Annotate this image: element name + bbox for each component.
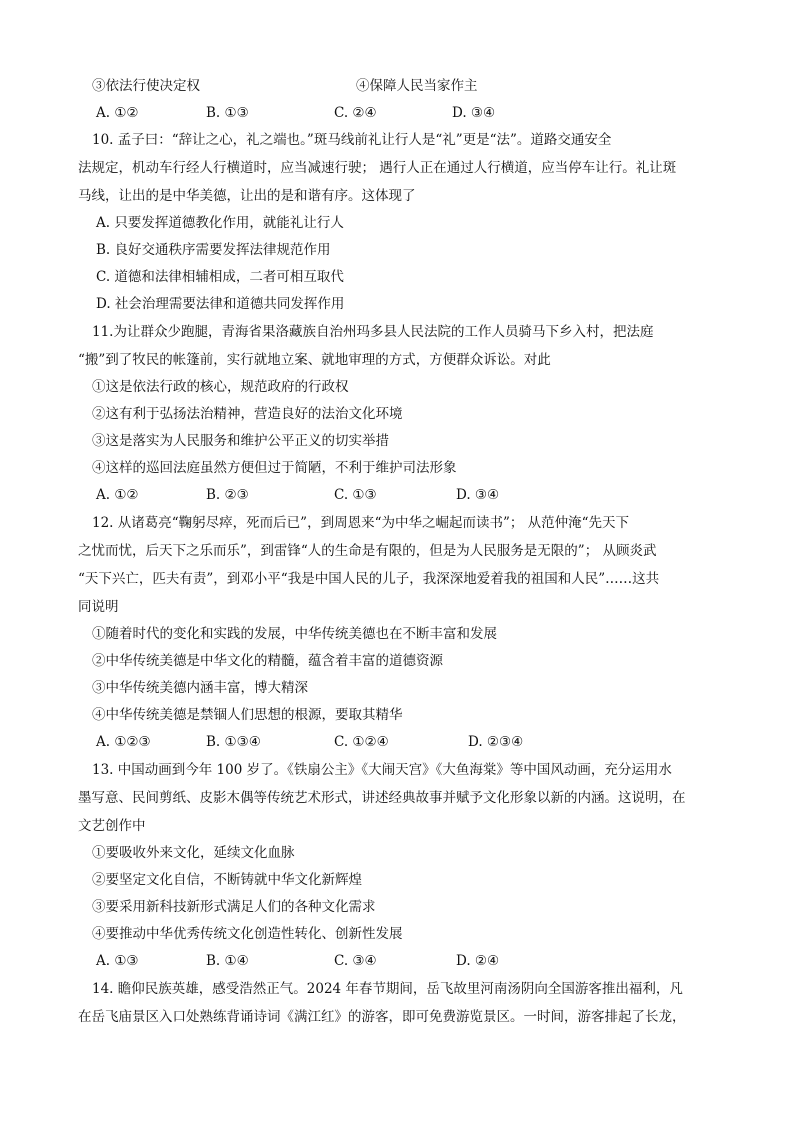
q13-answer-b: B. ①④: [206, 953, 249, 969]
q11-stem-line-2: “搬”到了牧民的帐篷前，实行就地立案、就地审理的方式，方便群众诉讼。对此: [78, 352, 551, 368]
q12-answer-b: B. ①③④: [206, 734, 261, 750]
q13-stem-line-3: 文艺创作中: [78, 818, 146, 834]
q11-statement-1: ①这是依法行政的核心，规范政府的行政权: [92, 379, 349, 395]
answer-option-c: C. ②④: [334, 105, 377, 121]
q10-option-b: B. 良好交通秩序需要发挥法律规范作用: [96, 242, 331, 258]
q12-statement-4: ④中华传统美德是禁锢人们思想的根源，要取其精华: [92, 707, 403, 723]
q12-answer-a: A. ①②③: [96, 734, 151, 750]
q14-stem-line-2: 在岳飞庙景区入口处熟练背诵诗词《满江红》的游客，即可免费游览景区。一时间，游客排起了长龙，: [78, 1009, 686, 1025]
q11-statement-2: ②这有利于弘扬法治精神，营造良好的法治文化环境: [92, 406, 403, 422]
q12-statement-2: ②中华传统美德是中华文化的精髓，蕴含着丰富的道德资源: [92, 653, 443, 669]
q12-answer-d: D. ②③④: [468, 734, 524, 750]
q14-stem-line-1: 14. 瞻仰民族英雄，感受浩然正气。2024 年春节期间，岳飞故里河南汤阴向全国游客推出福利，凡: [92, 981, 683, 997]
q10-option-a: A. 只要发挥道德教化作用，就能礼让行人: [96, 215, 344, 231]
q11-statement-4: ④这样的巡回法庭虽然方便但过于简陋，不利于维护司法形象: [92, 460, 457, 476]
q12-statement-3: ③中华传统美德内涵丰富，博大精深: [92, 680, 308, 696]
q13-answer-c: C. ③④: [334, 953, 377, 969]
q10-stem-line-1: 10. 孟子曰：“辞让之心，礼之端也。”斑马线前礼让行人是“礼”更是“法”。道路交通安全: [92, 132, 612, 148]
q10-option-c: C. 道德和法律相辅相成，二者可相互取代: [96, 269, 344, 285]
q11-answer-b: B. ②③: [206, 487, 249, 503]
statement-4: ④保障人民当家作主: [356, 78, 478, 94]
q13-statement-4: ④要推动中华优秀传统文化创造性转化、创新性发展: [92, 926, 403, 942]
q13-answer-a: A. ①③: [96, 953, 139, 969]
q11-answer-d: D. ③④: [456, 487, 500, 503]
q13-stem-line-1: 13. 中国动画到今年 100 岁了。《铁扇公主》《大闹天宫》《大鱼海棠》等中国风动画，充分运用水: [92, 762, 672, 778]
q10-stem-line-3: 马线，让出的是中华美德，让出的是和谐有序。这体现了: [78, 188, 416, 204]
q11-answer-a: A. ①②: [96, 487, 139, 503]
q11-stem-line-1: 11.为让群众少跑腿，青海省果洛藏族自治州玛多县人民法院的工作人员骑马下乡入村，把法庭: [92, 324, 654, 340]
q12-stem-line-4: 同说明: [78, 599, 119, 615]
q12-stem-line-1: 12. 从诸葛亮“鞠躬尽瘁，死而后已”，到周恩来“为中华之崛起而读书”； 从范仲淹“先天下: [92, 515, 630, 531]
q12-answer-c: C. ①②④: [334, 734, 389, 750]
q13-statement-3: ③要采用新科技新形式满足人们的各种文化需求: [92, 899, 376, 915]
q11-answer-c: C. ①③: [334, 487, 377, 503]
q13-statement-1: ①要吸收外来文化，延续文化血脉: [92, 845, 295, 861]
answer-option-d: D. ③④: [452, 105, 496, 121]
q11-statement-3: ③这是落实为人民服务和维护公平正义的切实举措: [92, 433, 389, 449]
q10-option-d: D. 社会治理需要法律和道德共同发挥作用: [96, 296, 345, 312]
answer-option-a: A. ①②: [96, 105, 139, 121]
q10-stem-line-2: 法规定，机动车行经人行横道时，应当减速行驶； 遇行人正在通过人行横道，应当停车让行。礼让斑: [78, 160, 677, 176]
q12-statement-1: ①随着时代的变化和实践的发展，中华传统美德也在不断丰富和发展: [92, 626, 497, 642]
q13-statement-2: ②要坚定文化自信，不断铸就中华文化新辉煌: [92, 872, 362, 888]
q13-stem-line-2: 墨写意、民间剪纸、皮影木偶等传统艺术形式，讲述经典故事并赋予文化形象以新的内涵。这说明，在: [78, 790, 686, 806]
q12-stem-line-2: 之忧而忧，后天下之乐而乐”，到雷锋“人的生命是有限的，但是为人民服务是无限的”； 从顾炎武: [78, 543, 657, 559]
q12-stem-line-3: “天下兴亡，匹夫有责”，到邓小平“我是中国人民的儿子，我深深地爱着我的祖国和人民”……这共: [78, 571, 660, 587]
q13-answer-d: D. ②④: [456, 953, 500, 969]
answer-option-b: B. ①③: [206, 105, 249, 121]
statement-3: ③依法行使决定权: [92, 78, 200, 94]
